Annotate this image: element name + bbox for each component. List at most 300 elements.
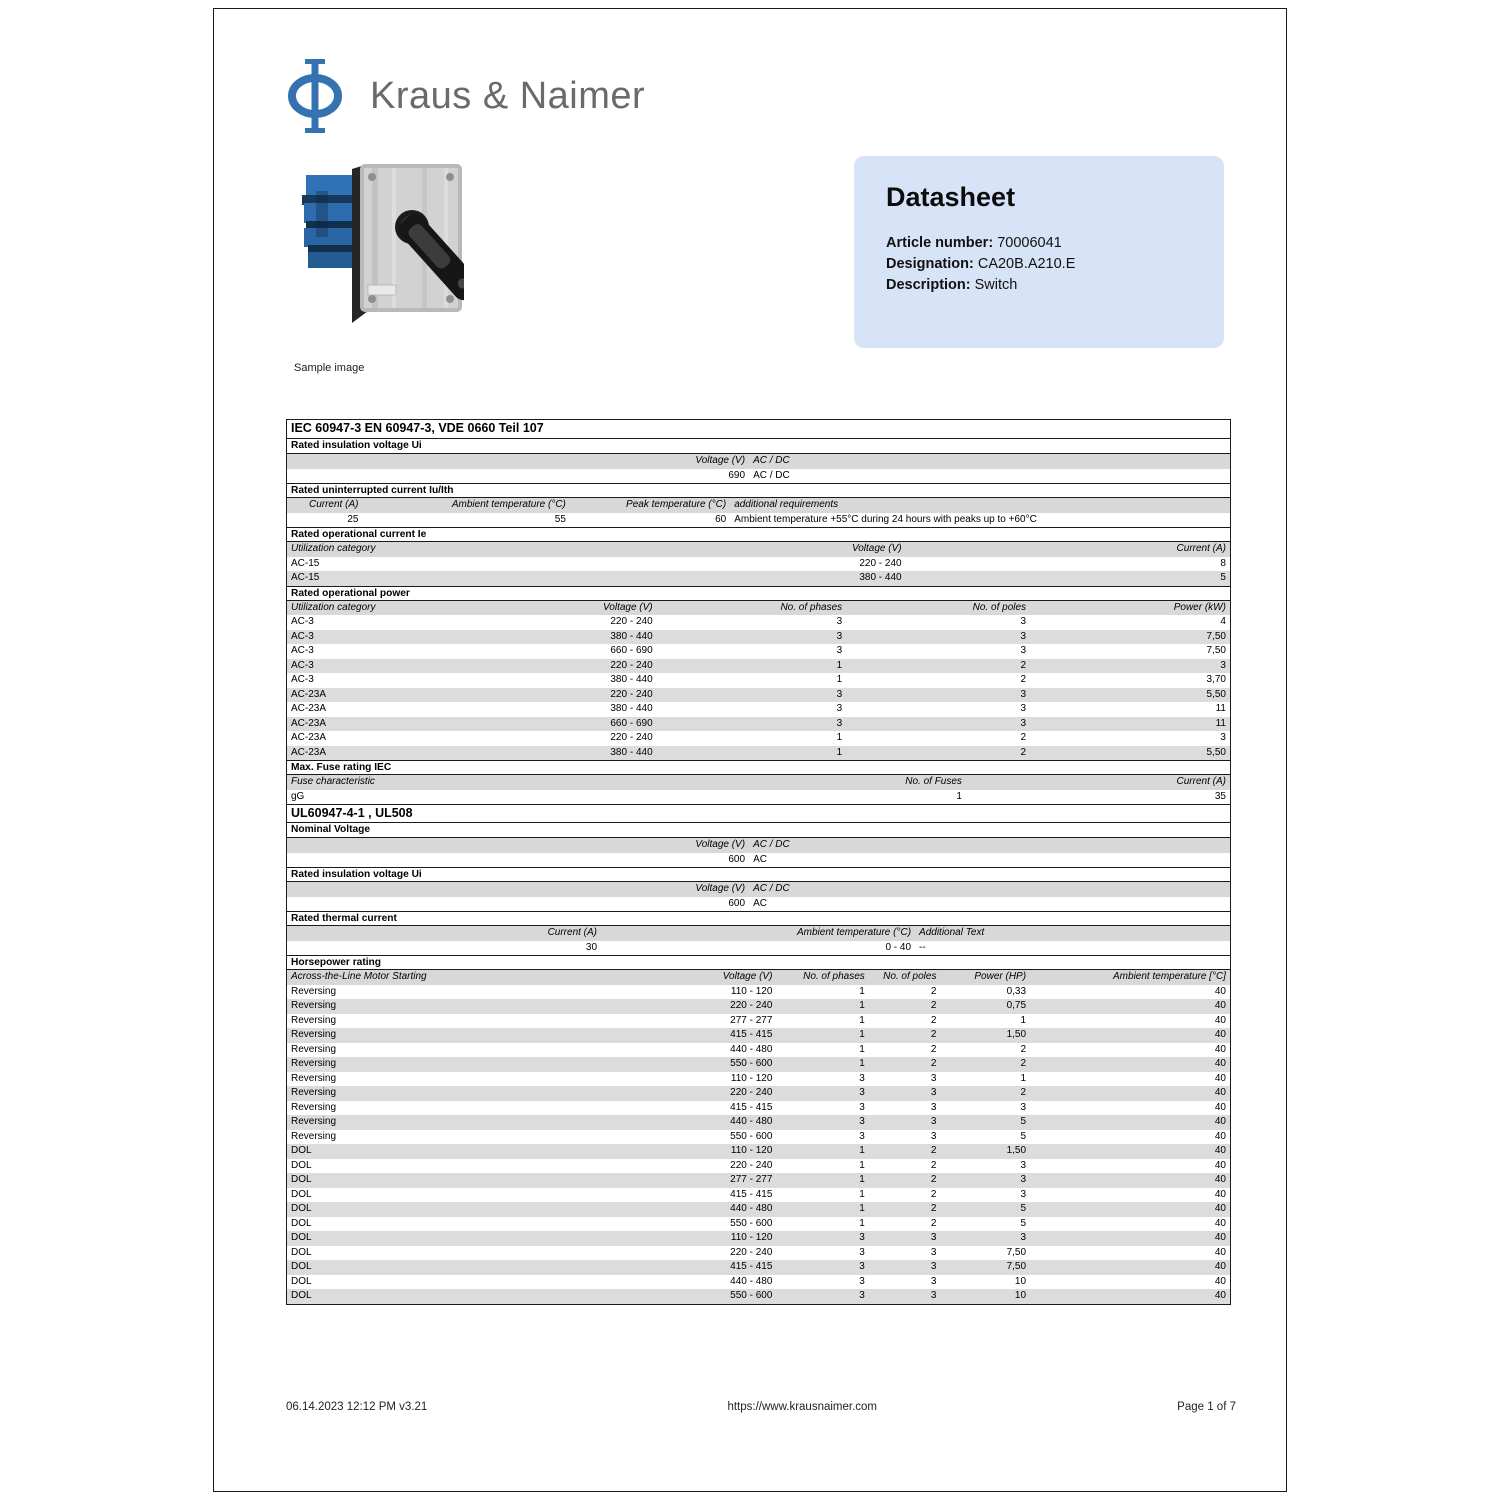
table-cell: 3 <box>930 1087 937 1098</box>
description-label: Description: <box>886 277 971 294</box>
table-cell: 3 <box>1020 1159 1027 1171</box>
table-cell: Reversing <box>291 1130 337 1142</box>
table-cell: 2 <box>930 1058 937 1069</box>
designation-row <box>886 254 1192 275</box>
table-cell: 220 - 240 <box>610 688 653 700</box>
table-row <box>287 702 1230 717</box>
table-cell: 220 - 240 <box>610 732 653 743</box>
table-cell: 3 <box>859 1290 865 1301</box>
table-header-cell: Utilization category <box>291 543 376 554</box>
table-cell: 1 <box>859 1203 865 1214</box>
table-cell: 3 <box>1020 1101 1027 1113</box>
table-cell: Reversing <box>291 985 337 997</box>
phi-logo-icon <box>284 57 346 135</box>
table-cell: 3 <box>859 1101 865 1113</box>
table-cell: 1 <box>836 732 843 743</box>
table-cell: 10 <box>1014 1290 1027 1301</box>
table-cell: 1 <box>859 1159 865 1171</box>
table-row <box>287 731 1230 746</box>
table-subsection-title: Rated thermal current <box>287 911 1230 926</box>
table-cell: AC-23A <box>291 688 327 700</box>
table-cell: 220 - 240 <box>730 1159 773 1171</box>
table-header-cell: Voltage (V) <box>722 971 773 982</box>
table-cell: AC-3 <box>291 630 314 642</box>
table-section-title: UL60947-4-1 , UL508 <box>287 804 1230 823</box>
table-cell: 7,50 <box>1206 630 1226 642</box>
table-row <box>287 897 1230 912</box>
table-subsection-title: Nominal Voltage <box>287 823 1230 838</box>
table-row <box>287 1275 1230 1290</box>
table-cell: 3 <box>930 1275 937 1287</box>
table-row <box>287 557 1230 572</box>
table-cell: 0 - 40 <box>885 941 912 953</box>
table-cell: 3 <box>836 703 843 714</box>
table-row <box>287 1144 1230 1159</box>
table-cell: 1 <box>859 1043 865 1055</box>
table-cell: 3 <box>859 1087 865 1098</box>
table-cell: 7,50 <box>1206 645 1226 656</box>
table-row <box>287 1188 1230 1203</box>
description-row <box>886 275 1192 296</box>
article-number-value: 70006041 <box>997 235 1062 251</box>
table-cell: 5 <box>1020 1217 1027 1229</box>
table-cell: AC <box>753 897 767 909</box>
table-cell: 3 <box>1020 717 1027 729</box>
table-row <box>287 1043 1230 1058</box>
table-subsection-title: Rated insulation voltage Ui <box>287 867 1230 882</box>
table-cell: 2 <box>930 985 937 997</box>
table-cell: DOL <box>291 1290 312 1301</box>
table-cell: 2 <box>930 1188 937 1200</box>
table-cell: DOL <box>291 1159 312 1171</box>
table-subsection-title: Horsepower rating <box>287 955 1230 970</box>
table-row <box>287 571 1230 586</box>
product-image <box>294 161 464 353</box>
table-header-cell: Fuse characteristic <box>291 776 375 787</box>
table-cell: 40 <box>1214 1275 1226 1287</box>
table-cell: AC-23A <box>291 732 327 743</box>
table-header-cell: Additional Text <box>919 927 985 938</box>
table-row <box>287 1130 1230 1145</box>
table-cell: 3 <box>836 616 843 627</box>
table-cell: AC-3 <box>291 645 314 656</box>
table-cell: 1 <box>1020 1014 1027 1026</box>
table-cell: 40 <box>1214 1261 1226 1272</box>
table-cell: 2 <box>930 1217 937 1229</box>
table-cell: 415 - 415 <box>730 1261 773 1272</box>
table-cell: Reversing <box>291 1058 337 1069</box>
table-cell: 4 <box>1220 616 1226 627</box>
table-cell: 1 <box>859 1000 865 1011</box>
table-cell: 3 <box>836 717 843 729</box>
table-header-cell: Ambient temperature (°C) <box>451 499 566 510</box>
table-cell: 2 <box>930 1159 937 1171</box>
table-cell: 2 <box>930 1000 937 1011</box>
table-cell: 40 <box>1214 1000 1226 1011</box>
table-cell: 3 <box>930 1232 937 1243</box>
table-header-row <box>287 926 1230 941</box>
table-cell: AC-23A <box>291 717 327 729</box>
table-cell: 40 <box>1214 1174 1226 1185</box>
table-cell: 5,50 <box>1206 746 1226 758</box>
table-cell: 5 <box>1020 1203 1027 1214</box>
table-header-row <box>287 601 1230 616</box>
table-header-cell: Utilization category <box>291 601 376 613</box>
table-cell: 5,50 <box>1206 688 1226 700</box>
table-header-cell: Power (HP) <box>974 971 1027 982</box>
table-cell: 2 <box>930 1043 937 1055</box>
table-cell: 3 <box>1220 659 1226 671</box>
table-row <box>287 615 1230 630</box>
table-cell: 40 <box>1214 1043 1226 1055</box>
table-cell: 220 - 240 <box>610 659 653 671</box>
table-header-cell: Current (A) <box>308 499 359 510</box>
table-header-cell: No. of phases <box>803 971 865 982</box>
table-cell: Reversing <box>291 1101 337 1113</box>
table-cell: DOL <box>291 1275 312 1287</box>
table-header-cell: No. of poles <box>972 601 1027 613</box>
brand-name: Kraus & Naimer <box>370 74 646 117</box>
table-row <box>287 1057 1230 1072</box>
table-row <box>287 853 1230 868</box>
table-cell: DOL <box>291 1203 312 1214</box>
table-cell: 3 <box>859 1246 865 1258</box>
table-header-cell: Current (A) <box>547 927 598 938</box>
table-cell: 3 <box>930 1290 937 1301</box>
table-cell: 0,75 <box>1006 1000 1027 1011</box>
sample-image-caption: Sample image <box>294 362 365 374</box>
table-cell: 8 <box>1220 557 1226 569</box>
table-header-row <box>287 775 1230 790</box>
table-cell: 2 <box>1020 732 1027 743</box>
table-cell: 0,33 <box>1006 985 1027 997</box>
table-cell: 1 <box>859 1058 865 1069</box>
table-cell: Reversing <box>291 1014 337 1026</box>
table-cell: 1 <box>859 1188 865 1200</box>
table-header-cell: AC / DC <box>753 839 790 850</box>
table-cell: DOL <box>291 1232 312 1243</box>
table-row <box>287 644 1230 659</box>
table-cell: 11 <box>1215 703 1226 714</box>
table-section-title: IEC 60947-3 EN 60947-3, VDE 0660 Teil 107 <box>287 420 1230 439</box>
table-row <box>287 1028 1230 1043</box>
table-cell: 1 <box>859 1217 865 1229</box>
table-header-cell: Voltage (V) <box>851 543 902 554</box>
table-cell: 40 <box>1214 1217 1226 1229</box>
table-cell: 3 <box>1020 703 1027 714</box>
table-cell: 3 <box>930 1261 937 1272</box>
table-header-cell: Peak temperature (°C) <box>626 499 727 510</box>
table-cell: Reversing <box>291 1043 337 1055</box>
table-cell: 2 <box>1020 1087 1027 1098</box>
table-row <box>287 1014 1230 1029</box>
table-cell: 1 <box>859 1174 865 1185</box>
table-cell: 1 <box>859 985 865 997</box>
table-cell: 3 <box>930 1116 937 1127</box>
footer-page-number: Page 1 of 7 <box>1177 1401 1236 1413</box>
table-cell: 25 <box>347 513 359 525</box>
datasheet-title: Datasheet <box>886 182 1016 212</box>
table-header-row <box>287 542 1230 557</box>
table-cell: 1,50 <box>1006 1145 1027 1156</box>
table-cell: 110 - 120 <box>730 1232 773 1243</box>
table-cell: 40 <box>1214 1246 1226 1258</box>
table-cell: 40 <box>1214 1072 1226 1084</box>
table-cell: 3,70 <box>1206 674 1226 685</box>
table-header-cell: Current (A) <box>1176 543 1226 554</box>
table-cell: AC-3 <box>291 659 314 671</box>
table-row <box>287 1072 1230 1087</box>
table-header-row <box>287 454 1230 469</box>
table-cell: 3 <box>859 1130 865 1142</box>
table-cell: 40 <box>1214 985 1226 997</box>
footer-url-link[interactable]: https://www.krausnaimer.com <box>727 1401 878 1413</box>
table-cell: 220 - 240 <box>859 557 902 569</box>
table-cell: 2 <box>930 1203 937 1214</box>
table-cell: Ambient temperature +55°C during 24 hours with peaks up to +60°C <box>734 513 1037 525</box>
table-cell: 440 - 480 <box>730 1116 773 1127</box>
table-subsection-title: Rated operational power <box>287 586 1230 601</box>
table-cell: 40 <box>1214 1087 1226 1098</box>
table-cell: 2 <box>930 1014 937 1026</box>
product-figure <box>294 161 484 374</box>
table-cell: 10 <box>1014 1275 1027 1287</box>
table-cell: 660 - 690 <box>610 717 653 729</box>
table-subsection-title: Rated operational current Ie <box>287 527 1230 542</box>
table-cell: 5 <box>1020 1130 1027 1142</box>
table-row <box>287 717 1230 732</box>
table-row <box>287 941 1230 956</box>
table-cell: 1 <box>859 1145 865 1156</box>
table-cell: 55 <box>554 513 566 525</box>
table-header-cell: Voltage (V) <box>695 883 746 894</box>
designation-value: CA20B.A210.E <box>977 256 1076 273</box>
table-cell: 1 <box>956 790 962 802</box>
table-row <box>287 1086 1230 1101</box>
table-cell: 3 <box>836 688 843 700</box>
specification-table <box>286 419 1231 1305</box>
table-cell: 2 <box>930 1029 937 1040</box>
table-cell: 5 <box>1220 572 1226 583</box>
table-cell: 380 - 440 <box>610 746 653 758</box>
table-cell: 550 - 600 <box>730 1130 773 1142</box>
table-row <box>287 630 1230 645</box>
table-cell: 1 <box>836 659 843 671</box>
table-cell: 3 <box>930 1246 937 1258</box>
table-cell: DOL <box>291 1246 312 1258</box>
table-cell: AC-3 <box>291 616 314 627</box>
table-cell: 3 <box>1020 630 1027 642</box>
table-header-cell: No. of Fuses <box>905 776 962 787</box>
table-cell: 550 - 600 <box>730 1290 773 1301</box>
table-cell: 40 <box>1214 1232 1226 1243</box>
table-cell: 600 <box>728 897 746 909</box>
table-cell: 1 <box>859 1014 865 1026</box>
table-cell: 11 <box>1215 717 1226 729</box>
table-row <box>287 746 1230 761</box>
table-cell: 60 <box>715 513 727 525</box>
table-cell: DOL <box>291 1145 312 1156</box>
table-row <box>287 1231 1230 1246</box>
table-cell: 380 - 440 <box>610 674 653 685</box>
table-cell: 1 <box>836 746 843 758</box>
table-cell: 110 - 120 <box>730 1145 773 1156</box>
table-row <box>287 1246 1230 1261</box>
brand-logo <box>284 57 645 135</box>
table-header-row <box>287 498 1230 513</box>
table-cell: 380 - 440 <box>610 703 653 714</box>
table-cell: 1 <box>836 674 843 685</box>
table-cell: 2 <box>1020 1058 1027 1069</box>
table-row <box>287 469 1230 484</box>
table-header-cell: Current (A) <box>1176 776 1226 787</box>
table-cell: 3 <box>859 1261 865 1272</box>
table-cell: 5 <box>1020 1116 1027 1127</box>
table-cell: 7,50 <box>1006 1246 1027 1258</box>
table-cell: 1 <box>859 1029 865 1040</box>
table-cell: 277 - 277 <box>730 1174 773 1185</box>
table-row <box>287 688 1230 703</box>
table-row <box>287 1115 1230 1130</box>
table-cell: 2 <box>1020 746 1027 758</box>
table-subsection-title: Max. Fuse rating IEC <box>287 760 1230 775</box>
table-cell: 110 - 120 <box>730 985 773 997</box>
table-row <box>287 673 1230 688</box>
designation-label: Designation: <box>886 256 974 273</box>
table-cell: 3 <box>1020 1232 1027 1243</box>
table-cell: 2 <box>930 1145 937 1156</box>
table-cell: 220 - 240 <box>730 1000 773 1011</box>
table-subsection-title: Rated uninterrupted current Iu/Ith <box>287 483 1230 498</box>
table-cell: 3 <box>836 630 843 642</box>
table-cell: 3 <box>930 1101 937 1113</box>
table-header-cell: additional requirements <box>734 499 839 510</box>
table-cell: 40 <box>1214 1159 1226 1171</box>
table-cell: 380 - 440 <box>610 630 653 642</box>
table-cell: 3 <box>859 1275 865 1287</box>
table-cell: 380 - 440 <box>859 572 902 583</box>
table-header-cell: Voltage (V) <box>695 839 746 850</box>
table-cell: 7,50 <box>1006 1261 1027 1272</box>
table-cell: DOL <box>291 1217 312 1229</box>
table-cell: 40 <box>1214 1188 1226 1200</box>
table-header-cell: Voltage (V) <box>695 455 746 466</box>
table-header-cell: AC / DC <box>753 883 790 894</box>
table-row <box>287 1202 1230 1217</box>
table-cell: 30 <box>585 941 598 953</box>
table-cell: 1 <box>1020 1072 1027 1084</box>
table-row <box>287 999 1230 1014</box>
table-cell: -- <box>919 941 926 953</box>
table-row <box>287 1173 1230 1188</box>
table-header-cell: Across-the-Line Motor Starting <box>291 971 427 982</box>
table-header-cell: Power (kW) <box>1173 601 1226 613</box>
table-cell: 2 <box>1020 1043 1027 1055</box>
table-cell: 220 - 240 <box>610 616 653 627</box>
table-cell: 277 - 277 <box>730 1014 773 1026</box>
table-row <box>287 659 1230 674</box>
table-cell: 3 <box>1020 688 1027 700</box>
table-cell: 40 <box>1214 1116 1226 1127</box>
table-cell: 40 <box>1214 1290 1226 1301</box>
table-header-row <box>287 970 1230 985</box>
table-cell: 40 <box>1214 1101 1226 1113</box>
table-cell: AC-15 <box>291 557 320 569</box>
table-cell: Reversing <box>291 1116 337 1127</box>
table-cell: 40 <box>1214 1029 1226 1040</box>
table-cell: Reversing <box>291 1000 337 1011</box>
table-row <box>287 513 1230 528</box>
table-cell: 3 <box>1020 1188 1027 1200</box>
table-cell: 2 <box>1020 659 1027 671</box>
table-cell: 40 <box>1214 1014 1226 1026</box>
datasheet-page <box>213 8 1287 1492</box>
table-header-cell: No. of phases <box>780 601 843 613</box>
table-cell: 600 <box>728 853 746 865</box>
table-cell: 40 <box>1214 1203 1226 1214</box>
table-cell: 3 <box>836 645 843 656</box>
table-subsection-title: Rated insulation voltage Ui <box>287 439 1230 454</box>
table-cell: 3 <box>1220 732 1226 743</box>
table-cell: 415 - 415 <box>730 1188 773 1200</box>
table-cell: Reversing <box>291 1029 337 1040</box>
table-cell: DOL <box>291 1261 312 1272</box>
table-cell: 690 <box>728 469 746 481</box>
table-cell: 35 <box>1214 790 1226 802</box>
table-cell: 3 <box>859 1232 865 1243</box>
table-cell: DOL <box>291 1188 312 1200</box>
table-cell: 220 - 240 <box>730 1087 773 1098</box>
table-cell: 440 - 480 <box>730 1275 773 1287</box>
description-value: Switch <box>974 277 1018 294</box>
table-cell: 220 - 240 <box>730 1246 773 1258</box>
table-row <box>287 1289 1230 1304</box>
table-cell: 440 - 480 <box>730 1203 773 1214</box>
datasheet-info-box <box>854 156 1224 348</box>
table-row <box>287 1101 1230 1116</box>
table-row <box>287 985 1230 1000</box>
table-cell: 3 <box>1020 645 1027 656</box>
table-cell: 3 <box>1020 1174 1027 1185</box>
table-header-cell: Ambient temperature (°C) <box>796 927 912 938</box>
article-number-label: Article number: <box>886 235 994 251</box>
table-row <box>287 1260 1230 1275</box>
table-cell: 415 - 415 <box>730 1101 773 1113</box>
table-cell: 3 <box>1020 616 1027 627</box>
table-cell: 40 <box>1214 1130 1226 1142</box>
table-cell: 40 <box>1214 1145 1226 1156</box>
table-header-cell: Voltage (V) <box>602 601 653 613</box>
table-cell: AC-23A <box>291 703 327 714</box>
table-cell: 2 <box>930 1174 937 1185</box>
table-header-cell: Ambient temperature [°C] <box>1113 971 1226 982</box>
table-cell: 3 <box>930 1072 937 1084</box>
table-cell: 2 <box>1020 674 1027 685</box>
table-row <box>287 1159 1230 1174</box>
table-cell: Reversing <box>291 1072 337 1084</box>
table-cell: AC / DC <box>753 469 790 481</box>
table-row <box>287 790 1230 805</box>
table-cell: 1,50 <box>1006 1029 1027 1040</box>
footer-generated-date: 06.14.2023 12:12 PM v3.21 <box>286 1401 428 1413</box>
table-cell: 550 - 600 <box>730 1058 773 1069</box>
table-row <box>287 1217 1230 1232</box>
table-header-row <box>287 838 1230 853</box>
table-cell: AC <box>753 853 767 865</box>
table-cell: Reversing <box>291 1087 337 1098</box>
table-cell: 110 - 120 <box>730 1072 773 1084</box>
table-cell: AC-3 <box>291 674 314 685</box>
